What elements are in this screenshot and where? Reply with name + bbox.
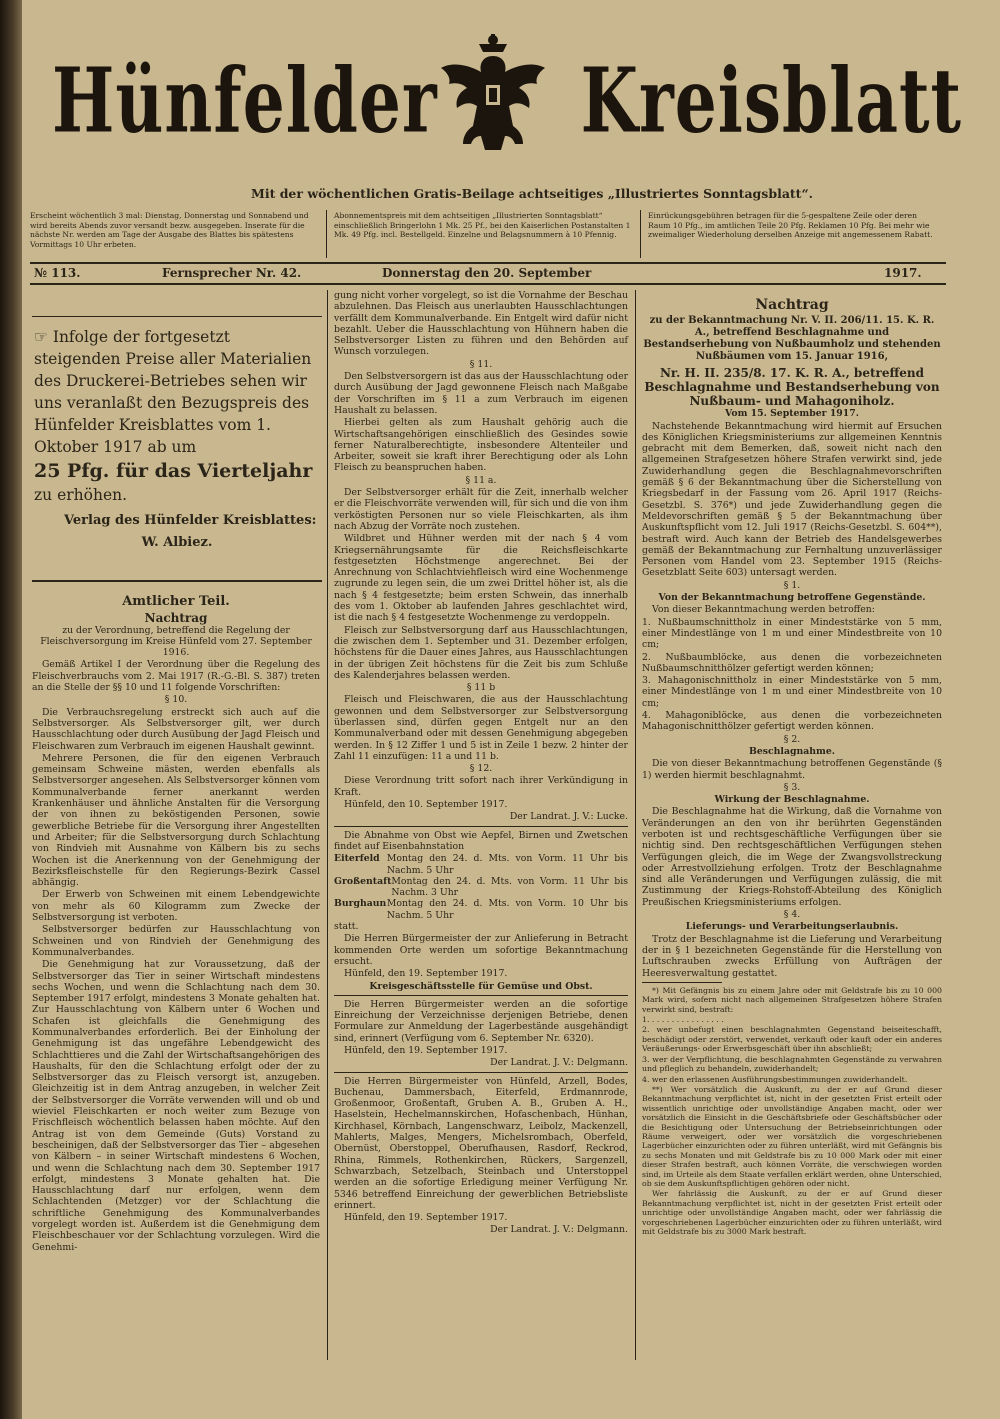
notice-tail: zu erhöhen. — [34, 486, 128, 504]
column-3 — [642, 297, 942, 1237]
paragraph: Die Herren Bürgermeister werden an die sofortige Einreichung der Verzeichnisse derjenigen Betriebe, denen Formulare zur Anmeldung der Lagerbestände ausgehändigt sind, erinnert (Verfügung vom 6. September Nr. 6320). — [334, 998, 628, 1044]
imperial-eagle-icon — [437, 34, 549, 162]
footnote-item: 3. wer der Verpflichtung, die beschlagnahmten Gegenstände zu verwahren und pfleglich zu behandeln, zuwiderhandelt; — [642, 1054, 942, 1074]
place-date: Hünfeld, den 19. September 1917. — [344, 1212, 508, 1224]
price-notice — [34, 326, 320, 554]
station-name: Großentaft — [334, 875, 392, 887]
article-intro: zu der Verordnung, betreffend die Regelung der Fleischversorgung im Kreise Hünfeld vom 27. September 1916. — [40, 624, 312, 659]
section-heading: Lieferungs- und Verarbeitungserlaubnis. — [685, 921, 899, 933]
paragraph: Gemäß Artikel I der Verordnung über die Regelung des Fleischverbrauchs vom 2. Mai 1917 (R.-G.-Bl. S. 387) treten an die Stelle der §§ 10 und 11 folgende Vorschriften: — [32, 659, 320, 694]
title-right: Kreisblatt — [580, 48, 962, 154]
separator — [334, 995, 628, 996]
paragraph: Die Herren Bürgermeister von Hünfeld, Arzell, Bodes, Buchenau, Dammersbach, Eiterfeld, Erdmannrode, Großenmoor, Großentaft, Gruben A. B., Gruben A. H., Haselstein, Hechelmannskirchen, Hofaschenbach, Hünhan, Kirchhasel, Körnbach, Langenschwarz, Leibolz, Mackenzell, Mahlerts, Malges, Mengers, Michelsrombach, Oberfeld, Obernüst, Oberstoppel, Oberufhausen, Rasdorf, Reckrod, Rhina, Rimmels, Rothenkirchen, Rückers, Sargenzell, Schwarzbach, Setzelbach, Steinbach und Unterstoppel werden an die sofortige Erledigung meiner Verfügung Nr. 5346 betreffend Einreichung der gewerblichen Betriebsliste erinnert. — [334, 1075, 628, 1211]
paragraph: statt. — [334, 921, 359, 933]
list-item: 2. Nußbaumblöcke, aus denen die vorbezeichneten Nußbaumschnitthölzer gefertigt werden können; — [642, 651, 942, 674]
obst-row — [334, 876, 628, 899]
book-binding — [0, 0, 22, 1419]
rule — [30, 283, 946, 285]
paragraph: Die von dieser Bekanntmachung betroffenen Gegenstände (§ 1) werden hiermit beschlagnahmt. — [642, 758, 942, 781]
footnote-item: 4. wer den erlassenen Ausführungsbestimmungen zuwiderhandelt. — [642, 1074, 908, 1084]
station-name: Burghaun — [334, 898, 387, 910]
section-number: § 12. — [469, 763, 493, 775]
separator — [334, 1072, 628, 1073]
paragraph: Trotz der Beschlagnahme ist die Lieferung und Verarbeitung der in § 1 bezeichneten Gegenstände für die Herstellung von Luftschrauben zwecks Erfüllung von Aufträgen der Heeresverwaltung gestattet. — [642, 933, 942, 979]
separator — [334, 826, 628, 827]
paragraph: Die Verbrauchsregelung erstreckt sich auch auf die Selbstversorger. Als Selbstversorger gilt, wer durch Hausschlachtung oder durch Ausübung der Jagd Fleisch und Fleischwaren zum Verbrauch im eigenen Haushalt gewinnt. — [32, 706, 320, 752]
signature: Der Landrat. J. V.: Delgmann. — [490, 1057, 628, 1069]
paragraph: Von dieser Bekanntmachung werden betroffen: — [652, 604, 875, 616]
footnote-item: 2. wer unbefugt einen beschlagnahmten Gegenstand beiseiteschafft, beschädigt oder zerstört, verwendet, verkauft oder kauft oder ein anderes Veräußerungs- oder Erwerbsgeschäft über ihn abschließt; — [642, 1025, 942, 1054]
list-item: 4. Mahagoniblöcke, aus denen die vorbezeichneten Mahagonischnitthölzer gefertigt werden können. — [642, 710, 942, 733]
section-number: § 11 a. — [465, 474, 497, 486]
masthead — [42, 28, 962, 158]
footnote: Wer fahrlässig die Auskunft, zu der er auf Grund dieser Bekanntmachung verpflichtet ist, nicht in der gesetzten Frist erteilt oder unrichtige oder unvollständige Angaben macht, oder wer fahrlässig die vorgeschriebenen Lagerbücher einzurichten oder zu führen unterläßt, wird mit Geldstrafe bis zu 3000 Mark bestraft. — [642, 1189, 942, 1236]
article-heading: Nr. H. II. 235/8. 17. K. R. A., betreffend Beschlagnahme und Bestandserhebung von Nußbaum- und Mahagoniholz. — [644, 366, 940, 409]
info-advertising: Einrückungsgebühren betragen für die 5-gespaltene Zeile oder deren Raum 10 Pfg., im amtlichen Teile 20 Pfg. Reklamen 10 Pfg. Bei mehr wie zweimaliger Wiederholung derselben Anzeige mit angemessenem Rabatt. — [648, 211, 933, 240]
info-divider — [326, 210, 327, 258]
station-time: Montag den 24. d. Mts. von Vorm. 11 Uhr bis Nachm. 3 Uhr — [391, 875, 628, 899]
signature: Der Landrat. J. V.: Delgmann. — [490, 1224, 628, 1236]
place-date: Hünfeld, den 10. September 1917. — [344, 799, 508, 811]
paragraph: Den Selbstversorgern ist das aus der Hausschlachtung oder durch Ausübung der Jagd gewonnene Fleisch nach Maßgabe der Vorschriften im § 11 a zum Verbrauch im eigenen Haushalt zu belassen. — [334, 371, 629, 416]
station-time: Montag den 24. d. Mts. von Vorm. 10 Uhr bis Nachm. 5 Uhr — [386, 898, 628, 921]
paragraph: Die Genehmigung hat zur Voraussetzung, daß der Selbstversorger das Tier in seiner Wirtschaft mindestens sechs Wochen, und wenn die Schlachtung nach dem 30. September 1917 erfolgt, mindestens 3 Monate gehalten hat. Zur Hausschlachtung von Kälbern unter 6 Wochen und Schafen ist gleichfalls die Genehmigung des Kommunalverbandes erforderlich. Bei der Einholung der Genehmigung ist das ungefähre Lebendgewicht des Schlachttieres und die Zahl der Wirtschaftsangehörigen des Haushalts, für den die Schlachtung erfolgt oder der zu Selbstversorger das zu Fleisch versorgt ist, anzugeben. Gleichzeitig ist in dem Antrag anzugeben, in welcher Zeit der Selbstversorger die Vorräte verwenden will und ob und wieviel Fleischkarten er noch weiter zum Bezuge von Frischfleisch wöchentlich belassen haben möchte. Auf den Antrag ist von dem Gemeinde (Guts) Vorstand zu bescheinigen, daß der Selbstversorger das Tier – abgesehen von Kälbern – in seiner Wirtschaft mindestens 6 Wochen, und wenn die Schlachtung nach dem 30. September 1917 erfolgt, mindestens 3 Monate gehalten hat. Die Hausschlachtung darf nur erfolgen, wenn dem Schlachtenden (Metzger) vor der Schlachtung die schriftliche Genehmigung des Kommunalverbandes vorgelegt worden ist. Außerdem ist die Genehmigung dem Fleischbeschauer vor der Schlachtung vorzulegen. Wird die Genehmi- — [32, 959, 320, 1253]
paragraph: Der Erwerb von Schweinen mit einem Lebendgewichte von mehr als 60 Kilogramm zum Zwecke der Selbstversorgung ist verboten. — [32, 889, 320, 924]
paragraph: Der Selbstversorger erhält für die Zeit, innerhalb welcher er die Fleischvorräte verwenden will, für sich und die von ihm verköstigten Personen nur so viele Fleischkarten, als ihm nach Abzug der Vorräte noch zustehen. — [334, 487, 629, 532]
footnote: **) Wer vorsätzlich die Auskunft, zu der er auf Grund dieser Bekanntmachung verpflichtet ist, nicht in der gesetzten Frist erteilt oder wissentlich unrichtige oder unvollständige Angaben macht, oder wer vorsätzlich die Einsicht in die Geschäftsbriefe oder Geschäftsbücher oder die Besichtigung oder Untersuchung der Betriebseinrichtungen oder Räume verweigert, oder wer vorsätzlich die vorgeschriebenen Lagerbücher einzurichten oder zu führen unterläßt, wird mit Gefängnis bis zu sechs Monaten und mit Geldstrafe bis zu 10 000 Mark oder mit einer dieser Strafen bestraft, auch können Vorräte, die verschwiegen worden sind, im Urteile als dem Staate verfallen erklärt werden, ohne Unterschied, ob sie dem Auskunftspflichtigen gehören oder nicht. — [642, 1084, 942, 1188]
section-heading: Beschlagnahme. — [748, 745, 835, 757]
section-heading: Von der Bekanntmachung betroffene Gegenstände. — [658, 592, 926, 604]
footnote-item: 1. . . . . . . . . . . . . . . . — [642, 1015, 724, 1025]
issue-number: № 113. — [34, 266, 81, 280]
section-number: § 2. — [783, 733, 801, 745]
paragraph: Die Beschlagnahme hat die Wirkung, daß die Vornahme von Veränderungen an den von ihr berührten Gegenständen verboten ist und rechtsgeschäftliche Verfügungen über sie nichtig sind. Den rechtsgeschäftlichen Verfügungen stehen Verfügungen gleich, die im Wege der Zwangsvollstreckung oder Arrestvollziehung erfolgen. Trotz der Beschlagnahme sind alle Veränderungen und Verfügungen zulässig, die mit Zustimmung der Kriegs-Rohstoff-Abteilung des Königlich Preußischen Kriegsministeriums erfolgen. — [642, 806, 942, 908]
section-title: Amtlicher Teil. — [122, 594, 230, 609]
issue-year: 1917. — [884, 266, 922, 280]
info-divider — [640, 210, 641, 258]
notice-text: ☞ Infolge der fortgesetzt steigenden Preise aller Materialien des Druckerei-Betriebes sehen wir uns veranlaßt den Bezugspreis des Hünfelder Kreisblattes vom 1. Oktober 1917 ab um — [34, 328, 312, 456]
footnote-rule — [642, 982, 722, 983]
paragraph: Selbstversorger bedürfen zur Hausschlachtung von Schweinen und von Rindvieh der Genehmigung des Kommunalverbandes. — [32, 924, 320, 958]
paragraph: Mehrere Personen, die für den eigenen Verbrauch gemeinsam Schweine mästen, werden ebenfalls als Selbstversorger angesehen. Als Selbstversorger können vom Kommunalverbande ferner anerkannt werden Krankenhäuser und ähnliche Anstalten für die Versorgung der von ihnen zu beköstigenden Personen, sowie gewerbliche Betriebe für die Versorgung ihrer Angestellten und Arbeiter; für die Selbstversorgung durch Schlachtung von Rindvieh mit Ausnahme von Kälbern bis zu sechs Wochen ist die Anerkennung von der Genehmigung der Bezirksfleischstelle für den Regierungs-Bezirk Cassel abhängig. — [32, 752, 320, 889]
title-left: Hünfelder — [52, 48, 438, 154]
section-number: § 4. — [783, 909, 801, 921]
section-number: § 11 b — [466, 682, 496, 694]
issue-date: Donnerstag den 20. September — [382, 266, 592, 280]
notice-rule — [32, 316, 322, 317]
notice-price: 25 Pfg. für das Vierteljahr — [34, 460, 313, 482]
article-date: Vom 15. September 1917. — [725, 408, 859, 420]
list-item: 3. Mahagonischnittholz in einer Mindeststärke von 5 mm, einer Mindestlänge von 1 m und einer Mindestbreite von 10 cm; — [642, 675, 942, 709]
article-heading: zu der Bekanntmachung Nr. V. II. 206/11. 15. K. R. A., betreffend Beschlagnahme und Bestandserhebung von Nußbaumholz und stehenden Nußbäumen vom 15. Januar 1916, — [643, 315, 941, 363]
paragraph: Fleisch und Fleischwaren, die aus der Hausschlachtung gewonnen und dem Selbstversorger zur Selbstversorgung überlassen sind, dürfen gegen Entgelt nur an den Kommunalverband oder mit dessen Genehmigung abgegeben werden. In § 12 Ziffer 1 und 5 ist in Zeile 1 bezw. 2 hinter der Zahl 11 einzufügen: 11 a und 11 b. — [334, 694, 628, 762]
column-divider — [635, 290, 636, 1360]
subtitle: Mit der wöchentlichen Gratis-Beilage achtseitiges „Illustriertes Sonntagsblatt“. — [250, 186, 814, 201]
place-date: Hünfeld, den 19. September 1917. — [344, 1045, 508, 1056]
signature: Kreisgeschäftsstelle für Gemüse und Obst. — [369, 980, 593, 992]
signature: Der Landrat. J. V.: Lucke. — [509, 811, 628, 823]
info-subscription: Abonnementspreis mit dem achtseitigen „Illustrierten Sonntagsblatt“ einschließlich Bringerlohn 1 Mk. 25 Pf., bei den Kaiserlichen Postanstalten 1 Mk. 49 Pfg. incl. Bestellgeld. Einzelne und Belagsnummern à 10 Pfennig. — [334, 211, 631, 240]
paragraph: Die Herren Bürgermeister der zur Anlieferung in Betracht kommenden Orte werden um sofortige Bekanntmachung ersucht. — [334, 933, 628, 967]
notice-publisher: Verlag des Hünfelder Kreisblattes: — [64, 513, 317, 528]
place-date: Hünfeld, den 19. September 1917. — [344, 968, 508, 980]
phone-number: Fernsprecher Nr. 42. — [162, 266, 302, 280]
section-number: § 3. — [783, 781, 801, 793]
section-number: § 11. — [469, 358, 493, 370]
paragraph: Fleisch zur Selbstversorgung darf aus Hausschlachtungen, die zwischen dem 1. September und 31. Dezember erfolgen, höchstens für die Dauer eines Jahres, aus Hausschlachtungen in der übrigen Zeit höchstens für die Zeit bis zum Schluße des Kalenderjahres belassen werden. — [334, 624, 628, 681]
section-heading: Wirkung der Beschlagnahme. — [714, 794, 870, 806]
notice-name: W. Albiez. — [141, 535, 213, 550]
rule — [30, 262, 946, 264]
column-2 — [334, 290, 628, 1237]
paragraph: Diese Verordnung tritt sofort nach ihrer Verkündigung in Kraft. — [334, 775, 628, 798]
newspaper-page — [22, 0, 1000, 1419]
column-1 — [32, 596, 320, 1254]
station-name: Eiterfeld — [334, 853, 380, 865]
obst-row — [334, 898, 628, 921]
notice-rule — [32, 580, 322, 582]
paragraph: Wildbret und Hühner werden mit der nach § 4 vom Kriegsernährungsamte für die Reichsfleischkarte festgesetzten Höchstmenge angerechnet. Bei der Anrechnung von Schlachtviehfleisch wird eine Wochenmenge zugrunde zu legen sein, die um zwei Drittel höher ist, als die nach § 4 festgesetzte; beim ersten Schwein, das innerhalb des vom 1. Oktober ab laufenden Jahres geschlachtet wird, ist die nach § 4 festgesetzte Wochenmenge zu verdoppeln. — [334, 533, 628, 624]
station-time: Montag den 24. d. Mts. von Vorm. 11 Uhr bis Nachm. 5 Uhr — [386, 853, 628, 876]
info-publication: Erscheint wöchentlich 3 mal: Dienstag, Donnerstag und Sonnabend und wird bereits Abends zuvor versandt bezw. ausgegeben. Inserate für die nächste Nr. werden am Tage der Ausgabe des Blattes bis spätestens Vormittags 10 Uhr erbeten. — [30, 211, 309, 249]
list-item: 1. Nußbaumschnittholz in einer Mindeststärke von 5 mm, einer Mindestlänge von 1 m und einer Mindestbreite von 10 cm; — [642, 616, 942, 651]
paragraph: Die Abnahme von Obst wie Aepfel, Birnen und Zwetschen findet auf Eisenbahnstation — [334, 829, 628, 852]
paragraph: gung nicht vorher vorgelegt, so ist die Vornahme der Beschau abzulehnen. Das Fleisch aus unerlaubten Hausschlachtungen verfällt dem Kommunalverbande. Ein Entgelt wird dafür nicht bezahlt. Ueber die Hausschlachtung von Hühnern haben die Selbstversorger Listen zu führen und den Behörden auf Wunsch vorzulegen. — [334, 290, 628, 358]
footnote: *) Mit Gefängnis bis zu einem Jahre oder mit Geldstrafe bis zu 10 000 Mark wird, sofern nicht nach allgemeinen Strafgesetzen höhere Strafen verwirkt sind, bestraft: — [642, 985, 942, 1014]
article-heading: Nachtrag — [144, 611, 208, 626]
obst-row — [334, 853, 628, 876]
paragraph: Nachstehende Bekanntmachung wird hiermit auf Ersuchen des Königlichen Kriegsministeriums zur allgemeinen Kenntnis gebracht mit dem Bemerken, daß, soweit nicht nach den allgemeinen Strafgesetzen höhere Strafen verwirkt sind, jede Zuwiderhandlung gegen die Beschlagnahmevorschriften gemäß § 6 der Bekanntmachung über die Sicherstellung von Kriegsbedarf in der Fassung vom 26. April 1917 (Reichs-Gesetzbl. S. 376*) und jede Zuwiderhandlung gegen die Meldevorschriften gemäß § 5 der Bekanntmachung über Auskunftspflicht vom 12. Juli 1917 (Reichs-Gesetzbl. S. 604**), bestraft wird. Auch kann der Betrieb des Handelsgewerbes gemäß der Bekanntmachung zur Fernhaltung unzuverlässiger Personen vom Handel vom 23. September 1915 (Reichs-Gesetzblatt Seite 603) untersagt werden. — [642, 420, 942, 579]
paragraph: Hierbei gelten als zum Haushalt gehörig auch die Wirtschaftsangehörigen einschließlich des Gesindes sowie ferner Naturalberechtigte, insbesondere Altenteiler und Arbeiter, soweit sie kraft ihrer Berechtigung oder als Lohn Fleisch zu beanspruchen haben. — [334, 417, 628, 474]
column-divider — [327, 290, 328, 1360]
section-number: § 1. — [783, 579, 801, 591]
article-title: Nachtrag — [755, 297, 829, 313]
section-number: § 10. — [164, 694, 188, 706]
